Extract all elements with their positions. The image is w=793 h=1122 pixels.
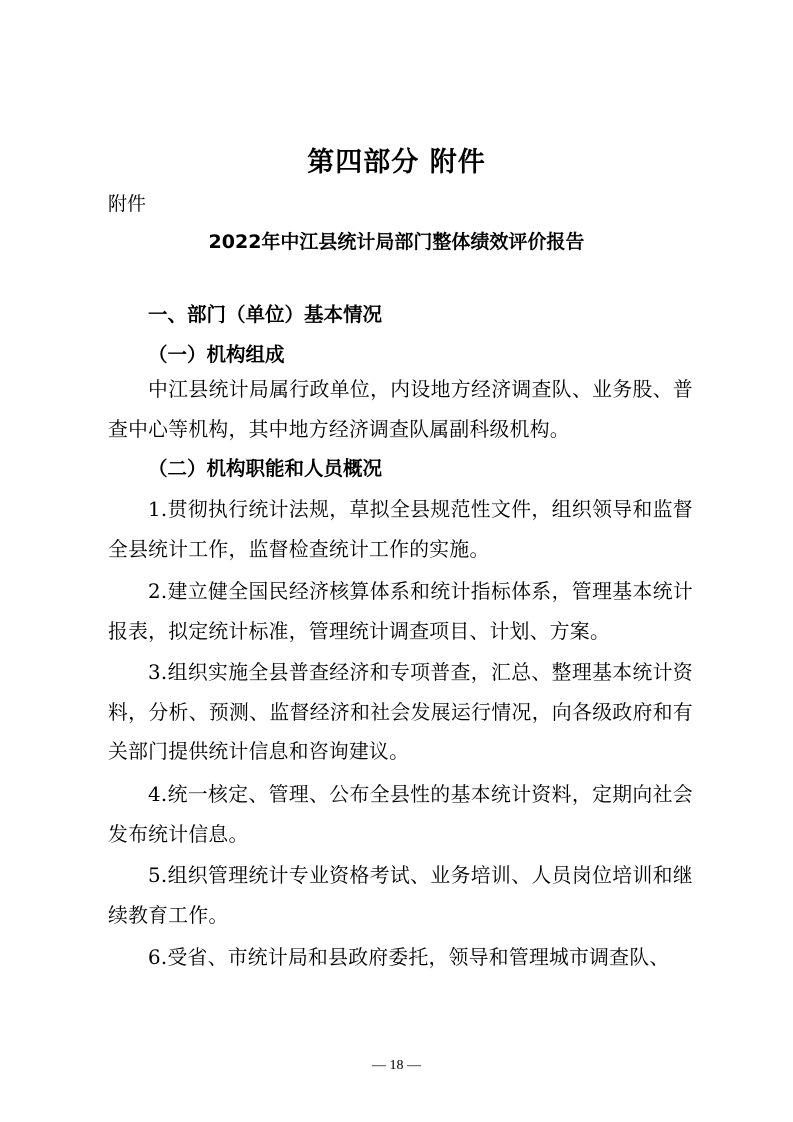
report-title: 2022年中江县统计局部门整体绩效评价报告 <box>208 231 585 253</box>
function-item-5: 5.组织管理统计专业资格考试、业务培训、人员岗位培训和继续教育工作。 <box>108 864 693 927</box>
section-heading: 一、部门（单位）基本情况 <box>148 303 383 326</box>
paragraph-organization: 中江县统计局属行政单位，内设地方经济调查队、业务股、普查中心等机构，其中地方经济调查队属副科级机构。 <box>108 378 693 441</box>
attachment-label: 附件 <box>108 193 147 215</box>
function-item-2: 2.建立健全国民经济核算体系和统计指标体系，管理基本统计报表，拟定统计标准，管理统计调查项目、计划、方案。 <box>108 580 693 643</box>
page-number: — 18 — <box>372 1058 421 1073</box>
function-item-6: 6.受省、市统计局和县政府委托，领导和管理城市调查队、 <box>148 946 670 969</box>
subsection-heading-functions: （二）机构职能和人员概况 <box>148 457 383 480</box>
part-title: 第四部分 附件 <box>307 147 486 178</box>
function-item-1: 1.贯彻执行统计法规，草拟全县规范性文件，组织领导和监督全县统计工作，监督检查统计工作的实施。 <box>108 498 693 561</box>
subsection-heading-organization: （一）机构组成 <box>148 343 285 366</box>
function-item-3: 3.组织实施全县普查经济和专项普查，汇总、整理基本统计资料，分析、预测、监督经济和社会发展运行情况，向各级政府和有关部门提供统计信息和咨询建议。 <box>108 661 693 763</box>
function-item-4: 4.统一核定、管理、公布全县性的基本统计资料，定期向社会发布统计信息。 <box>108 783 693 846</box>
